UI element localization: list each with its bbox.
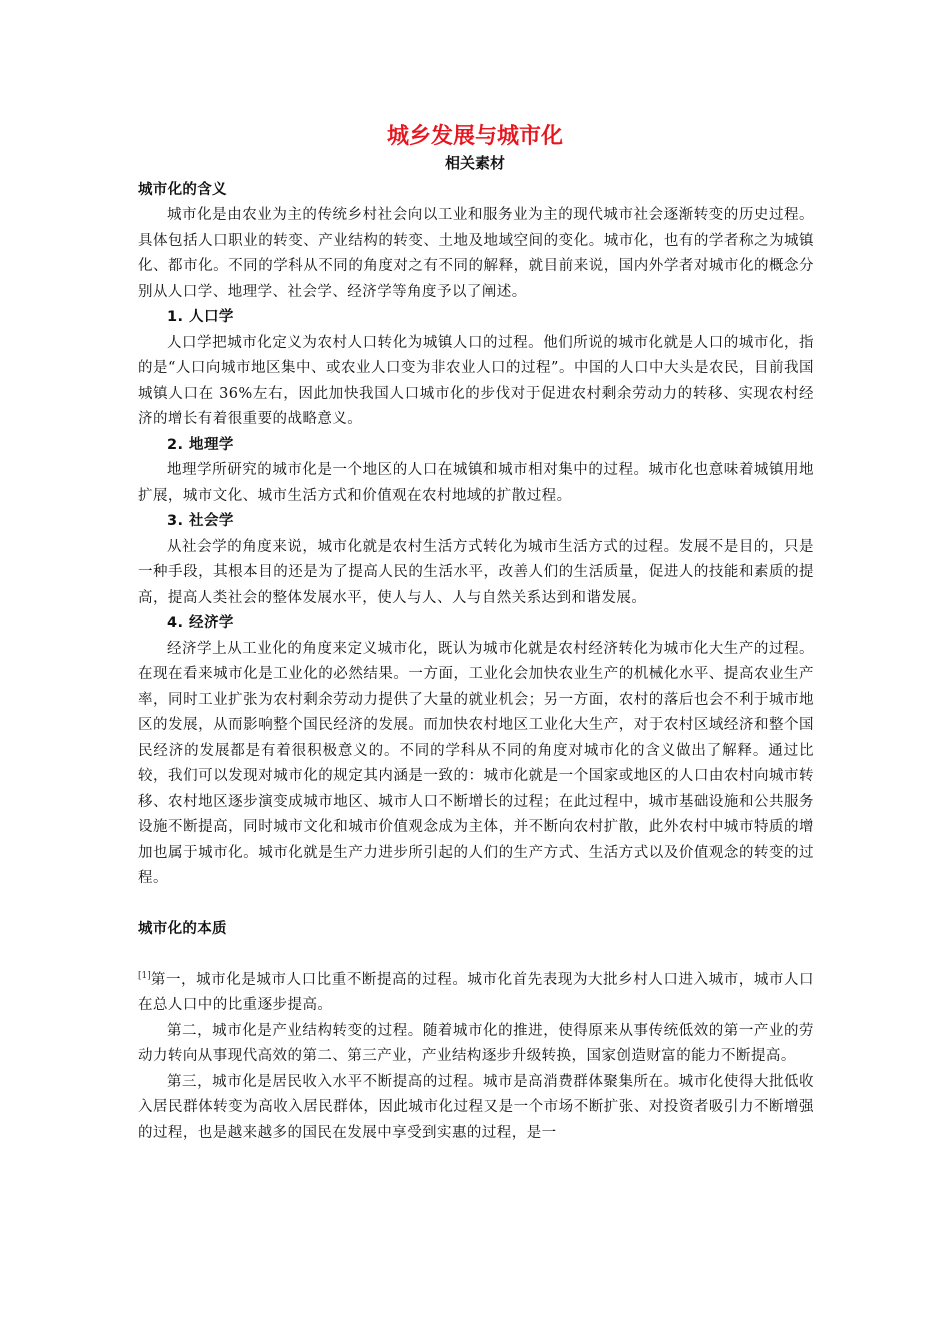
document-body [138,178,814,1146]
paragraph-essence-3: 第三，城市化是居民收入水平不断提高的过程。城市是高消费群体聚集所在。城市化使得大批低收入居民群体转变为高收入居民群体，因此城市化过程又是一个市场不断扩张、对投资者吸引力不断增强的过程，也是越来越多的国民在发展中享受到实惠的过程，是一 [138,1073,814,1141]
subheading-sociology: 3. 社会学 [167,513,234,529]
paragraph-sociology: 从社会学的角度来说，城市化就是农村生活方式转化为城市生活方式的过程。发展不是目的，只是一种手段，其根本目的还是为了提高人民的生活水平，改善人们的生活质量，促进人的技能和素质的提高，提高人类社会的整体发展水平，使人与人、人与自然关系达到和谐发展。 [138,538,814,606]
paragraph-essence-1 [138,968,814,1019]
section-heading-essence: 城市化的本质 [138,920,227,937]
paragraph-demography: 人口学把城市化定义为农村人口转化为城镇人口的过程。他们所说的城市化就是人口的城市化，指的是“人口向城市地区集中、或农业人口变为非农业人口的过程”。中国的人口中大头是农民，目前我国城镇人口在 36%左右，因此加快我国人口城市化的步伐对于促进农村剩余劳动力的转移、实现农村经济的增长有着很重要的战略意义。 [138,334,814,427]
paragraph-economics: 经济学上从工业化的角度来定义城市化，既认为城市化就是农村经济转化为城市化大生产的过程。在现在看来城市化是工业化的必然结果。一方面，工业化会加快农业生产的机械化水平、提高农业生产率，同时工业扩张为农村剩余劳动力提供了大量的就业机会；另一方面，农村的落后也会不利于城市地区的发展，从而影响整个国民经济的发展。而加快农村地区工业化大生产，对于农村区域经济和整个国民经济的发展都是有着很积极意义的。不同的学科从不同的角度对城市化的含义做出了解释。通过比较，我们可以发现对城市化的规定其内涵是一致的：城市化就是一个国家或地区的人口由农村向城市转移、农村地区逐步演变成城市地区、城市人口不断增长的过程；在此过程中，城市基础设施和公共服务设施不断提高，同时城市文化和城市价值观念成为主体，并不断向农村扩散，此外农村中城市特质的增加也属于城市化。城市化就是生产力进步所引起的人们的生产方式、生活方式以及价值观念的转变的过程。 [138,640,814,886]
paragraph-intro: 城市化是由农业为主的传统乡村社会向以工业和服务业为主的现代城市社会逐渐转变的历史过程。具体包括人口职业的转变、产业结构的转变、土地及地域空间的变化。城市化，也有的学者称之为城镇化、都市化。不同的学科从不同的角度对之有不同的解释，就目前来说，国内外学者对城市化的概念分别从人口学、地理学、社会学、经济学等角度予以了阐述。 [138,207,814,300]
subheading-economics: 4. 经济学 [167,615,234,631]
subheading-demography: 1. 人口学 [167,309,234,325]
section-heading-meaning: 城市化的含义 [138,182,227,198]
document-title: 城乡发展与城市化 [386,124,563,149]
spacer [138,942,814,968]
spacer [138,892,814,917]
paragraph-essence-1-text: 第一，城市化是城市人口比重不断提高的过程。城市化首先表现为大批乡村人口进入城市，城市人口在总人口中的比重逐步提高。 [138,971,814,1013]
paragraph-geography: 地理学所研究的城市化是一个地区的人口在城镇和城市相对集中的过程。城市化也意味着城镇用地扩展，城市文化、城市生活方式和价值观在农村地域的扩散过程。 [138,462,814,504]
footnote-ref[interactable]: [1] [138,970,151,981]
paragraph-essence-2: 第二，城市化是产业结构转变的过程。随着城市化的推进，使得原来从事传统低效的第一产业的劳动力转向从事现代高效的第二、第三产业，产业结构逐步升级转换，国家创造财富的能力不断提高。 [138,1022,814,1064]
document-subtitle: 相关素材 [444,154,505,172]
subheading-geography: 2. 地理学 [167,436,234,453]
